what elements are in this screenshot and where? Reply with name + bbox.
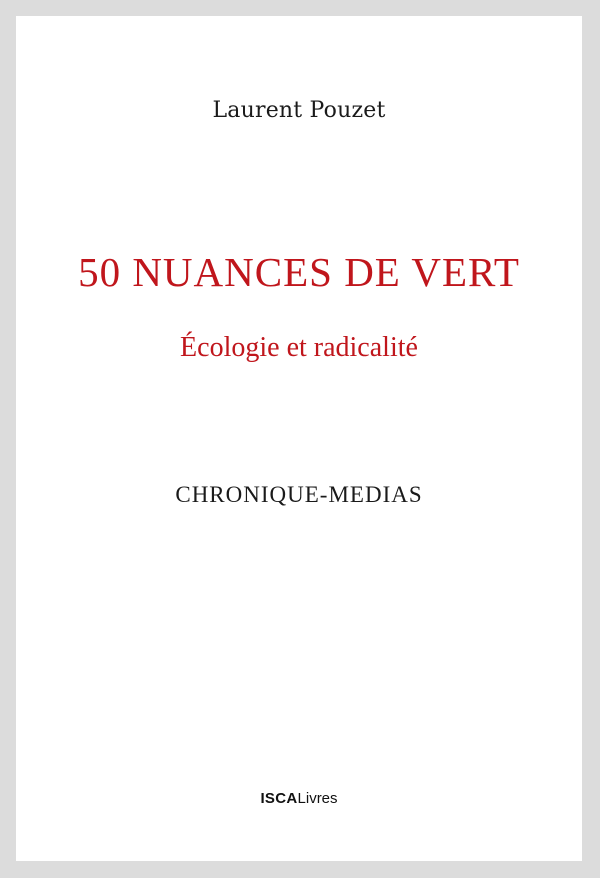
book-subtitle: Écologie et radicalité — [180, 332, 418, 363]
publisher-name-bold: ISCA — [260, 790, 298, 807]
author-name: Laurent Pouzet — [212, 98, 386, 123]
book-title: 50 NUANCES DE VERT — [78, 249, 520, 295]
collection-name: CHRONIQUE-MEDIAS — [175, 482, 423, 507]
publisher-name-light: Livres — [297, 790, 338, 807]
book-cover — [16, 16, 582, 861]
publisher-logo — [16, 790, 582, 807]
